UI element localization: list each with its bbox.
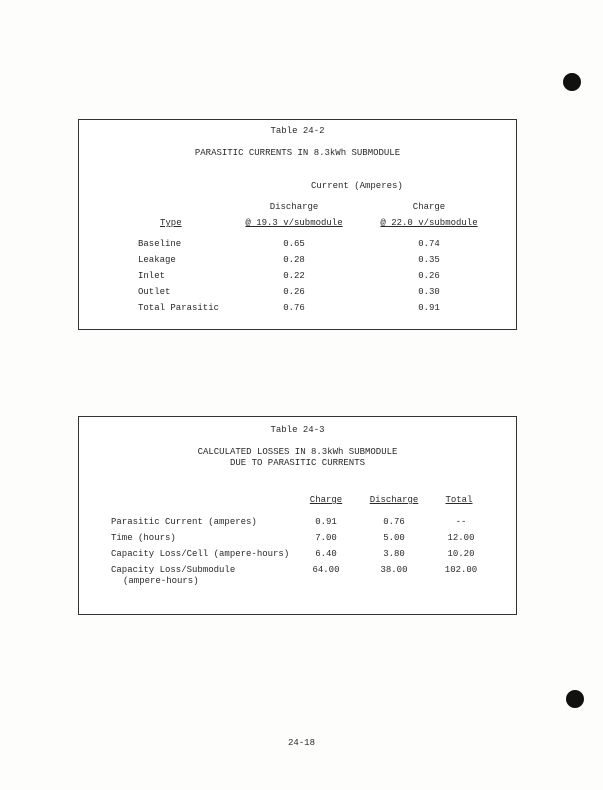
row-type: Outlet [138, 287, 171, 297]
row-discharge: 38.00 [380, 565, 408, 575]
table-24-3-subtitle-line1: CALCULATED LOSSES IN 8.3kWh SUBMODULE [197, 447, 398, 457]
table-24-3-title: Table 24-3 [270, 425, 325, 435]
row-charge: 0.74 [418, 239, 440, 249]
row-discharge: 0.28 [283, 255, 305, 265]
row-discharge: 0.76 [383, 517, 405, 527]
row-charge: 6.40 [315, 549, 337, 559]
row-type: Inlet [138, 271, 166, 281]
row-charge: 7.00 [315, 533, 337, 543]
table-24-2-frame [78, 119, 517, 330]
row-label: Parasitic Current (amperes) [111, 517, 257, 527]
row-type: Total Parasitic [138, 303, 220, 313]
row-label-continued: (ampere-hours) [123, 576, 199, 586]
type-header: Type [160, 218, 182, 228]
row-discharge: 5.00 [383, 533, 405, 543]
discharge-col-header: Discharge [369, 495, 419, 505]
charge-header: Charge [412, 202, 446, 212]
row-charge: 0.91 [315, 517, 337, 527]
page-number: 24-18 [287, 738, 315, 748]
row-charge: 0.30 [418, 287, 440, 297]
row-discharge: 0.76 [283, 303, 305, 313]
charge-col-header: Charge [309, 495, 343, 505]
row-total: 10.20 [447, 549, 475, 559]
row-label: Time (hours) [111, 533, 176, 543]
row-discharge: 0.65 [283, 239, 305, 249]
discharge-header: Discharge [269, 202, 319, 212]
row-total: 102.00 [444, 565, 478, 575]
row-type: Leakage [138, 255, 176, 265]
current-group-header: Current (Amperes) [311, 181, 403, 191]
row-discharge: 3.80 [383, 549, 405, 559]
binder-hole-top [563, 73, 581, 91]
row-total: 12.00 [447, 533, 475, 543]
table-24-3-subtitle-line2: DUE TO PARASITIC CURRENTS [229, 458, 366, 468]
row-label: Capacity Loss/Submodule [111, 565, 236, 575]
row-discharge: 0.22 [283, 271, 305, 281]
charge-subheader: @ 22.0 v/submodule [380, 218, 478, 228]
total-col-header: Total [445, 495, 473, 505]
table-24-2-subtitle: PARASITIC CURRENTS IN 8.3kWh SUBMODULE [194, 148, 401, 158]
row-charge: 64.00 [312, 565, 340, 575]
row-charge: 0.91 [418, 303, 440, 313]
table-24-2-title: Table 24-2 [270, 126, 325, 136]
row-charge: 0.26 [418, 271, 440, 281]
row-type: Baseline [138, 239, 182, 249]
table-24-3-frame [78, 416, 517, 615]
row-charge: 0.35 [418, 255, 440, 265]
row-label: Capacity Loss/Cell (ampere-hours) [111, 549, 290, 559]
row-total: -- [455, 517, 467, 527]
binder-hole-bottom [566, 690, 584, 708]
discharge-subheader: @ 19.3 v/submodule [245, 218, 343, 228]
row-discharge: 0.26 [283, 287, 305, 297]
